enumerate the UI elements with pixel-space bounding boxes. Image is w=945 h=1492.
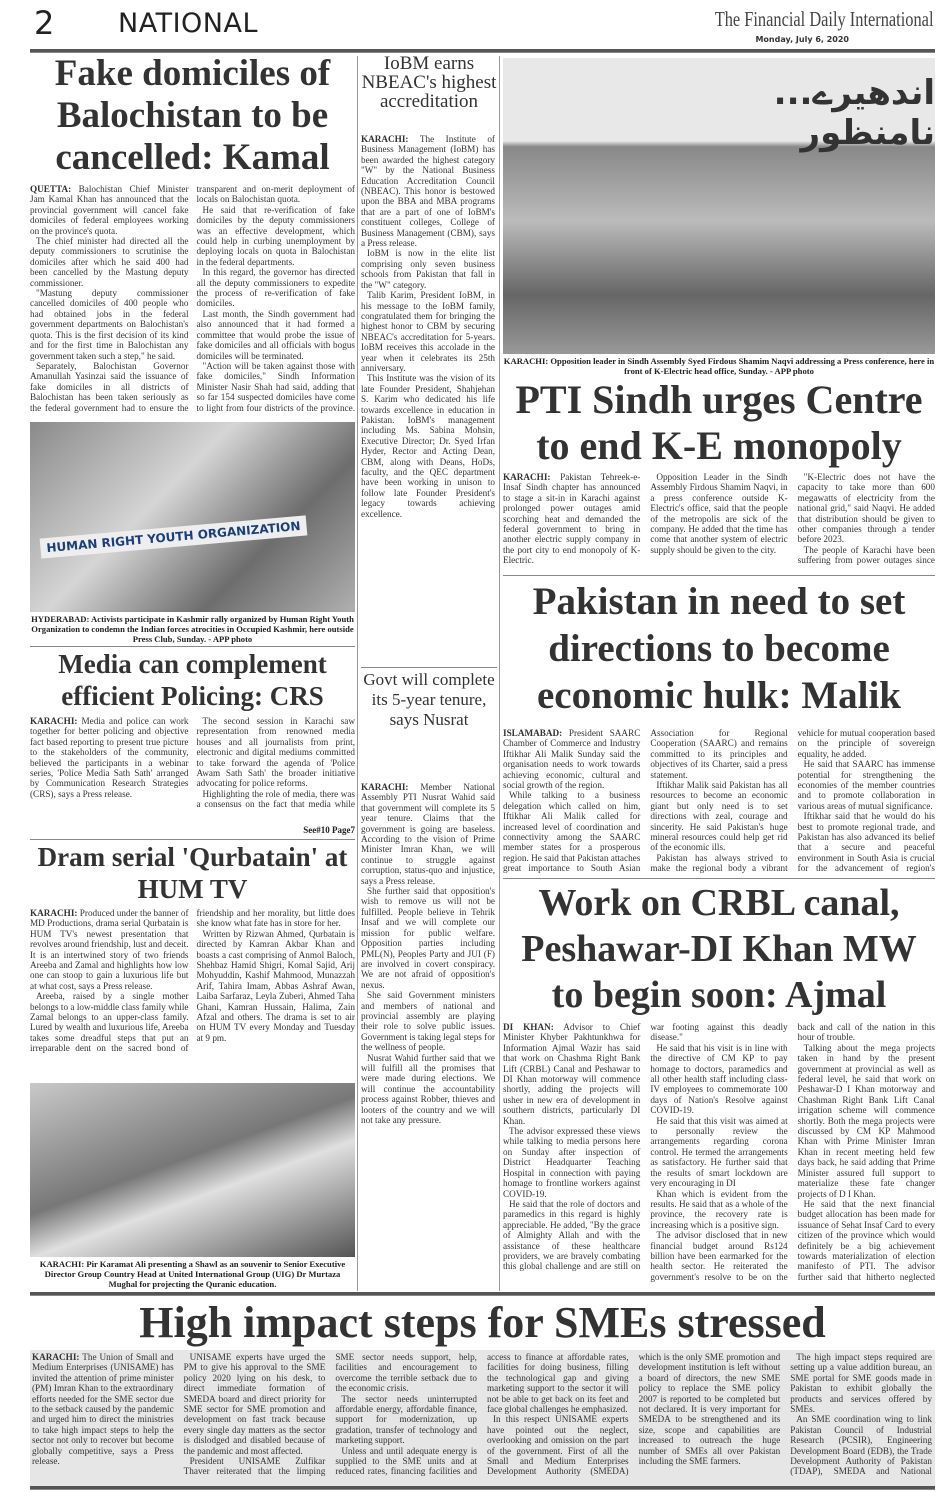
paragraph-text: The advisor disclosed that in new financial budget around Rs124 billion have been earmarked for the health sector. He reiterated the government's resolve to be on the back and call of the nation in this hour of trouble. [650, 1022, 935, 1282]
paragraph-text: Member National Assembly PTI Nusrat Wahid said that government will complete its 5 year tenure. Claims that the government is going are baseless. According to the vision of Prime Minister Imran Khan, we will continue to struggle against corruption, status-quo and injustice, says a Press release. [361, 782, 495, 886]
article-paragraph [361, 134, 495, 248]
photo-banner-text: اندھیرے... نامنظور [773, 73, 935, 153]
paragraph-text: Produced under the banner of MD Productions, drama serial Qurbatain is HUM TV's newest presentation that revolves around friendship, lust and deceit. It is an intertwined story of two friends Areeba and Zamal and highlights how low one can stoop to gain a luxurious life but at what cost, says a Press release. [30, 908, 189, 991]
article-paragraph [798, 472, 935, 545]
column-divider [499, 56, 500, 1291]
issue-date: Monday, July 6, 2020 [755, 35, 849, 44]
paragraph-text: The Institute of Business Management (IoBM) has been awarded the highest category "W" by the National Business Education Accreditation Council (NBEAC). This honor is bestowed upon the BBA and MBA programs that are a part of one of IoBM's constituent colleges, College of Business Management (CBM), says a Press release. [361, 134, 495, 249]
dateline: QUETTA: [30, 184, 72, 194]
footer-rule [30, 1486, 935, 1490]
paragraph-text: The sector needs uninterrupted affordable energy, affordable finance, support for modernization, up gradation, transfer of technology and marketing support. [335, 1393, 477, 1446]
section-rule [30, 1292, 935, 1296]
article-paragraph [197, 716, 356, 789]
paragraph-text: Iftikhar Malik said Pakistan has all resources to become an economic giant but only need is to set directions with zeal, courage and sincerity. He said Pakistan's huge mineral resources could help get rid of the economic ills. [650, 780, 788, 853]
photo-press-conference [503, 58, 935, 354]
article-paragraph [197, 309, 356, 361]
paragraph-text: Written by Rizwan Ahmed, Qurbatain is directed by Kamran Akbar Khan and boasts a cast comprising of Anmol Baloch, Shehbaz Hamid Shigri, Komal Sajid, Arij Mohyuddin, Kashif Mahmood, Munazzah Arif, Tahira Imam, Abbas Ashraf Awan, Laiba Sarfaraz, Leyla Zuberi, Ahmed Taha Ghani, Kamran Hussain, Halima, Zain Afzal and others. The drama is set to air on HUM TV every Monday and Tuesday at 9 pm. [196, 928, 355, 1043]
article-iobm [361, 134, 495, 664]
headline-malik: Pakistan in need to set directions to become economic hulk: Malik [532, 580, 906, 717]
article-paragraph [361, 990, 495, 1052]
paragraph-text: Highlighting the role of media, there was a consensus on the fact that media while [196, 788, 355, 810]
headline-domiciles: Fake domiciles of Balochistan to be cancelled: Kamal [54, 53, 331, 178]
paragraph-text: She further said that opposition's wish to remove us will not be fulfilled. People believe in Tehrik Insaf and we will complete our mission for public welfare. Opposition parties including PML(N), Peoples Party and JUI (F) are involved in covert conspiracy. We are not afraid of opposition's nexus. [361, 886, 495, 990]
paragraph-text: President SAARC Chamber of Commerce and Industry Iftikhar Ali Malik Sunday said the organisation needs to work towards achieving economic, cultural and social growth of the region. [503, 728, 641, 791]
article-domiciles [30, 184, 355, 420]
caption-dateline: HYDERABAD: [31, 614, 90, 624]
article-paragraph [197, 267, 356, 309]
paragraph-text: UNISAME experts have urged the PM to give his approval to the SME policy 2020 lying on his desk, to direct immediate formation of SMEDA board and direct priority for SME sector for SME promotion and development on fast track because every single day matters as the sector is dislodged and disabled because of the pandemic and most affected. [183, 1352, 326, 1456]
article-paragraph [650, 1116, 787, 1189]
photo-caption-naqvi [503, 356, 935, 376]
paragraph-text: The advisor expressed these views while talking to media persons here on Sunday after inspection of District Headquarter Teaching Hospital in connection with paying homage to frontline workers against COVID-19. [503, 1126, 641, 1199]
dateline: ISLAMABAD: [503, 728, 563, 738]
paragraph-text: Unless and until adequate energy is supplied to the SME units and at reduced rates, financing facilities and access to finance at affordable rates, facilities for doing business, filling the technological gap and giving marketing support to the sector it will not be able to get back on its feet and face global challenges he emphasized. [335, 1352, 629, 1477]
article-paragraph [503, 1126, 640, 1199]
paragraph-text: The second session in Karachi saw representation from renowned media houses and all journalists from print, electronic and digital mediums committed to take forward the agenda of 'Police Awam Sath Sath' the broader initiative advocating for police reforms. [196, 716, 355, 789]
caption-dateline: KARACHI: [503, 356, 549, 366]
paragraph-text: The high impact steps required are setting up a value addition bureau, an SME portal for SME goods made in Pakistan to exhibit globally the products and services offered by SMEs. [790, 1352, 932, 1415]
paragraph-text: Iftikhar said that he would do his best to promote regional trade, and Pakistan has also advanced its belief that a secure and peaceful environment in South Asia is crucial for the advancement of region's [797, 811, 935, 874]
divider [503, 575, 935, 576]
headline-nusrat: Govt will complete its 5-year tenure, says Nusrat [363, 670, 495, 729]
paragraph-text: "Mastung deputy commissioner cancelled domiciles of 400 people who had obtained jobs in the federal government departments on Balochistan's quota. This is the first decision of its kind and for the first time in Balochistan any government taken such a step," he said. [30, 288, 189, 361]
column-divider [357, 56, 358, 1291]
paragraph-text: He said that his visit is in line with the directive of CM KP to pay homage to doctors, paramedics and all other health staff including class-IV employees to commemorate 100 days of Nation's Resolve against COVID-19. [650, 1042, 788, 1116]
paragraph-text: Media and police can work together for better policing and objective fact based reporting to present true picture to the stakeholders of the community, believed the participants in a webinar series, 'Police Media Sath Sath' arranged by Communication Research Strategies (CRS), says a Press release. [30, 716, 189, 799]
paragraph-text: Pakistan has always strived to make the regional body a vibrant vehicle for mutual cooperation based on the principle of sovereign equality, he added. [650, 728, 935, 874]
article-paragraph [503, 1022, 640, 1126]
divider [30, 646, 355, 647]
article-paragraph [361, 782, 495, 886]
article-paragraph [361, 248, 495, 290]
caption-text: Activists participate in Kashmir rally organized by Human Right Youth Organization to condemn the Indian forces atrocities in Occupied Kashmir, here outside Press Club, Sunday. - APP photo [31, 614, 354, 644]
article-ajmal [503, 1022, 935, 1290]
article-paragraph [650, 472, 787, 555]
paragraph-text: While talking to a business delegation which called on him, Iftikhar Ali Malik called for increased level of coordination and connectivity among the SAARC member states for a prosperous region. He said that Pakistan attaches great importance to South Asian Association for Regional Cooperation (SAARC) and remains committed to its principles and objectives of its Charter, said a press statement. [503, 728, 788, 874]
divider [30, 839, 355, 840]
photo-banner-text: HUMAN RIGHT YOUTH ORGANIZATION [40, 515, 308, 558]
paragraph-text: "K-Electric does not have the capacity to take more than 600 megawatts of electricity from the national grid," said Naqvi. He added that distribution should be given to other companies through a tender before 2023. [797, 472, 935, 545]
continued-link[interactable]: See#10 Page7 [303, 825, 355, 835]
article-paragraph [361, 373, 495, 519]
photo-caption-karamat [30, 1259, 355, 1289]
divider [361, 667, 497, 668]
divider [503, 878, 935, 879]
paragraph-text: An SME coordination wing to link Pakistan Council of Industrial Research (PCSIR), Engineering Development Board (EDB), the Trade Development Authority of Pakistan (TDAP), SMEDA and National [790, 1414, 932, 1477]
paragraph-text: She said Government ministers and members of national and provincial assembly are playing their role to solve public issues. Government is taking legal steps for the wellness of people. [361, 990, 495, 1053]
caption-text: Opposition leader in Sindh Assembly Syed Firdous Shamim Naqvi addressing a Press conference, here in front of K-Electric head office, Sunday. - APP photo [550, 356, 935, 376]
paragraph-text: Opposition Leader in the Sindh Assembly Firdous Shamim Naqvi, in a press conference outside K-Electric's office, said that the people of the metropolis are sick of the company. He added that the time has come that another system of electric supply should be given to the city. [650, 472, 788, 555]
article-paragraph [32, 1352, 174, 1466]
dateline: KARACHI: [503, 472, 551, 482]
photo-shawl-ceremony [30, 1083, 355, 1257]
article-paragraph [30, 908, 189, 991]
paragraph-text: Balochistan Chief Minister Jam Kamal Khan has announced that the provincial government will cancel fake domiciles of federal employees working on the province's quota. [30, 184, 189, 236]
article-paragraph [798, 759, 935, 811]
paragraph-text: This Institute was the vision of its late Founder President, Shahjehan S. Karim who dedicated his life towards excellence in education in Pakistan. IoBM's management including Ms. Sabina Mohsin, Executive Director; Dr. Syed Irfan Hyder, Rector and Acting Dean, CBM, along with Deans, HoDs, faculty, and the QEC department have been working in unison to follow late Founder President's legacy towards achieving excellence. [361, 373, 495, 519]
paragraph-text: Talking about the mega projects taken in hand by the present government at provincial as well as federal level, he said that work on Peshawar-D I Khan motorway and Chashman Right Bank Lift Canal irrigation scheme will commence shortly. Both the mega projects were discussed by CM KP Mahmood Khan with Prime Minister Imran Khan in recent meeting held few days back, he said adding that Prime Minister assured full support to materialize these fate changer projects of D I Khan. [797, 1042, 935, 1199]
paragraph-text: He said that this visit was aimed at to personally review the arrangements regarding corona control. He termed the arrangements as satisfactory. He further said that the results of smart lockdown are very encouraging in DI [650, 1115, 788, 1189]
dateline: KARACHI: [32, 1352, 80, 1362]
headline-sme: High impact steps for SMEs stressed [139, 1298, 826, 1347]
paragraph-text: Last month, the Sindh government had also announced that it had formed a committee that would probe the issue of fake domiciles and all officials with bogus domiciles will be terminated. [196, 308, 355, 361]
article-paragraph [184, 1352, 326, 1456]
article-drama [30, 908, 355, 1080]
masthead: The Financial Daily International [714, 7, 933, 31]
photo-caption-hyderabad [30, 614, 355, 644]
article-sme [32, 1352, 932, 1484]
article-paragraph [650, 1189, 787, 1231]
article-paragraph [361, 290, 495, 373]
dateline: KARACHI: [30, 716, 78, 726]
article-nusrat [361, 782, 495, 1290]
paragraph-text: Talib Karim, President IoBM, in his message to the IoBM family, congratulated them for bringing the highest honor to CBM by securing NBEAC's accreditation for 5-years. IoBM receives this accolade in the year when it celebrates its 25th anniversary. [361, 290, 495, 373]
article-paragraph [503, 472, 640, 566]
article-paragraph [790, 1352, 932, 1414]
paragraph-text: He said that re-verification of fake domiciles by the deputy commissioners was an effective development, which could help in curbing unemployment by deploying locals on quota in Balochistan in the federal departments. [196, 204, 355, 267]
article-paragraph [30, 236, 189, 288]
article-paragraph [30, 288, 189, 361]
article-malik [503, 728, 935, 876]
paragraph-text: He said that the next financial budget allocation has been made for issuance of Sehat Insaf Card to every citizen of the province which would definitely be a big achievement towards materialization of election manifesto of PTI. The advisor further said that hitherto neglected [797, 1198, 935, 1282]
article-paragraph [197, 205, 356, 267]
dateline: KARACHI: [361, 134, 409, 144]
paragraph-text: In this regard, the governor has directed all the deputy commissioners to expedite the process of re-verification of fake domiciles. [196, 267, 355, 309]
page-number: 2 [34, 4, 55, 42]
paragraph-text: IoBM is now in the elite list comprising only seven business schools from Pakistan that fall in the "W" category. [361, 248, 495, 290]
article-paragraph [650, 780, 787, 853]
paragraph-text: Areeba, raised by a single mother belongs to a low-middle class family while Zamal belongs to an upper-class family. Lured by wealth and luxurious life, Areeba takes some dreadful steps that put an irreparable dent on the sacred bond of friendship and her morality, but little does she know what fate has in store for her. [30, 908, 355, 1054]
dateline: DI KHAN: [503, 1022, 554, 1032]
paragraph-text: Advisor to Chief Minister Khyber Pakhtunkhwa for Information Ajmal Wazir has said that work on Chashma Right Bank Lift (CRBL) Canal and Peshawar to DI Khan motorway will commence shortly, adding the projects will usher in new era of development in southern districts, particularly DI Khan. [503, 1022, 641, 1126]
headline-iobm: IoBM earns NBEAC's highest accreditation [361, 53, 497, 112]
dateline: KARACHI: [361, 782, 409, 792]
paragraph-text: The Union of Small and Medium Enterprises (UNISAME) has invited the attention of prime minister (PM) Imran Khan to the extraordinary efforts needed for the SME sector due to the setback caused by the pandemic and urged him to direct the ministries to take high impact steps to help the sector not only to recover but become globally competitive, says a Press release. [32, 1352, 174, 1467]
section-title: NATIONAL [118, 8, 258, 39]
article-paragraph [30, 184, 189, 236]
paragraph-text: The chief minister had directed all the deputy commissioners to scrutinise the domiciles after which he said 400 had been cancelled by the Mastung deputy commissioner. [30, 236, 189, 288]
caption-dateline: KARACHI: [39, 1259, 85, 1269]
paragraph-text: Nusrat Wahid further said that we will fulfill all the promises that were made during elections. We will continue the accountability process against Robber, thieves and looters of the country and we will not take any pressure. [361, 1052, 495, 1125]
caption-text: Pir Karamat Ali presenting a Shawl as an souvenir to Senior Executive Director Group Country Head at United International Group (UIG) Dr Murtaza Mughal for projecting the Quranic education. [44, 1259, 346, 1289]
paragraph-text: He said that the role of doctors and paramedics in this regard is highly appreciable. He added, "By the grace of Almighty Allah and with the assistance of these healthcare providers, we are bravely combating this global challenge and are still on war footing against this deadly disease." [503, 1022, 788, 1272]
paragraph-text: He said that SAARC has immense potential for strengthening the economies of the member countries and to promote collaboration in various areas of mutual significance. [797, 759, 935, 811]
paragraph-text: President UNISAME Zulfikar Thaver reiterated that the limping SME sector needs support, help, facilities and encouragement to overcome the terrible setback due to the economic crisis. [183, 1352, 477, 1477]
article-paragraph [335, 1394, 477, 1446]
headline-drama: Dram serial 'Qurbatain' at HUM TV [37, 842, 348, 904]
paragraph-text: The people of Karachi have been suffering from power outages since [797, 544, 935, 566]
paragraph-text: Khan which is evident from the results. He said that as a whole of the province, the recovery rate is increasing which is a positive sign. [650, 1188, 788, 1230]
article-paragraph [197, 929, 356, 1043]
headline-ajmal: Work on CRBL canal, Peshawar-DI Khan MW to begin soon: Ajmal [521, 882, 917, 1016]
article-paragraph [30, 716, 189, 799]
headline-pti: PTI Sindh urges Centre to end K-E monopoly [515, 377, 923, 468]
article-paragraph [798, 1043, 935, 1199]
photo-kashmir-rally [30, 422, 355, 612]
dateline: KARACHI: [30, 908, 78, 918]
article-paragraph [361, 886, 495, 990]
paragraph-text: Separately, Balochistan Governor Amanullah Yasinzai said the issuance of fake domiciles in all districts of Balochistan has been taken seriously as the federal government had to ensure the transparent and on-merit deployment of locals on Balochistan quota. [30, 184, 355, 413]
article-paragraph [650, 1043, 787, 1116]
headline-media: Media can complement efficient Policing: CRS [58, 649, 327, 711]
paragraph-text: "Action will be taken against those with fake domiciles," Sindh Information Minister Nasir Shah had said, adding that so far 154 suspected domiciles have come to light from four districts of the province. [196, 360, 355, 413]
article-paragraph [361, 1053, 495, 1126]
article-pti [503, 472, 935, 572]
article-paragraph [503, 728, 640, 790]
article-media [30, 716, 355, 820]
paragraph-text: In this respect UNISAME experts have pointed out the neglect, overlooking and omission on the part of the government. First of all the Small and Medium Enterprises Development Authority (SMEDA) which is the only SME promotion and development institution is left without a board of directors, the new SME policy to replace the SME policy 2007 is reported to be completed but not declared. It is very important for SMEDA to be strengthened and its size, scope and capabilities are increased to outreach the huge number of SMEs all over Pakistan including the SME farmers. [486, 1352, 781, 1477]
paragraph-text: Pakistan Tehreek-e-Insaf Sindh chapter has announced to stage a sit-in in Karachi against prolonged power outages amid scorching heat and demanded the federal government to bring in another electric supply company in the port city to end monopoly of K-Electric. [503, 472, 641, 566]
